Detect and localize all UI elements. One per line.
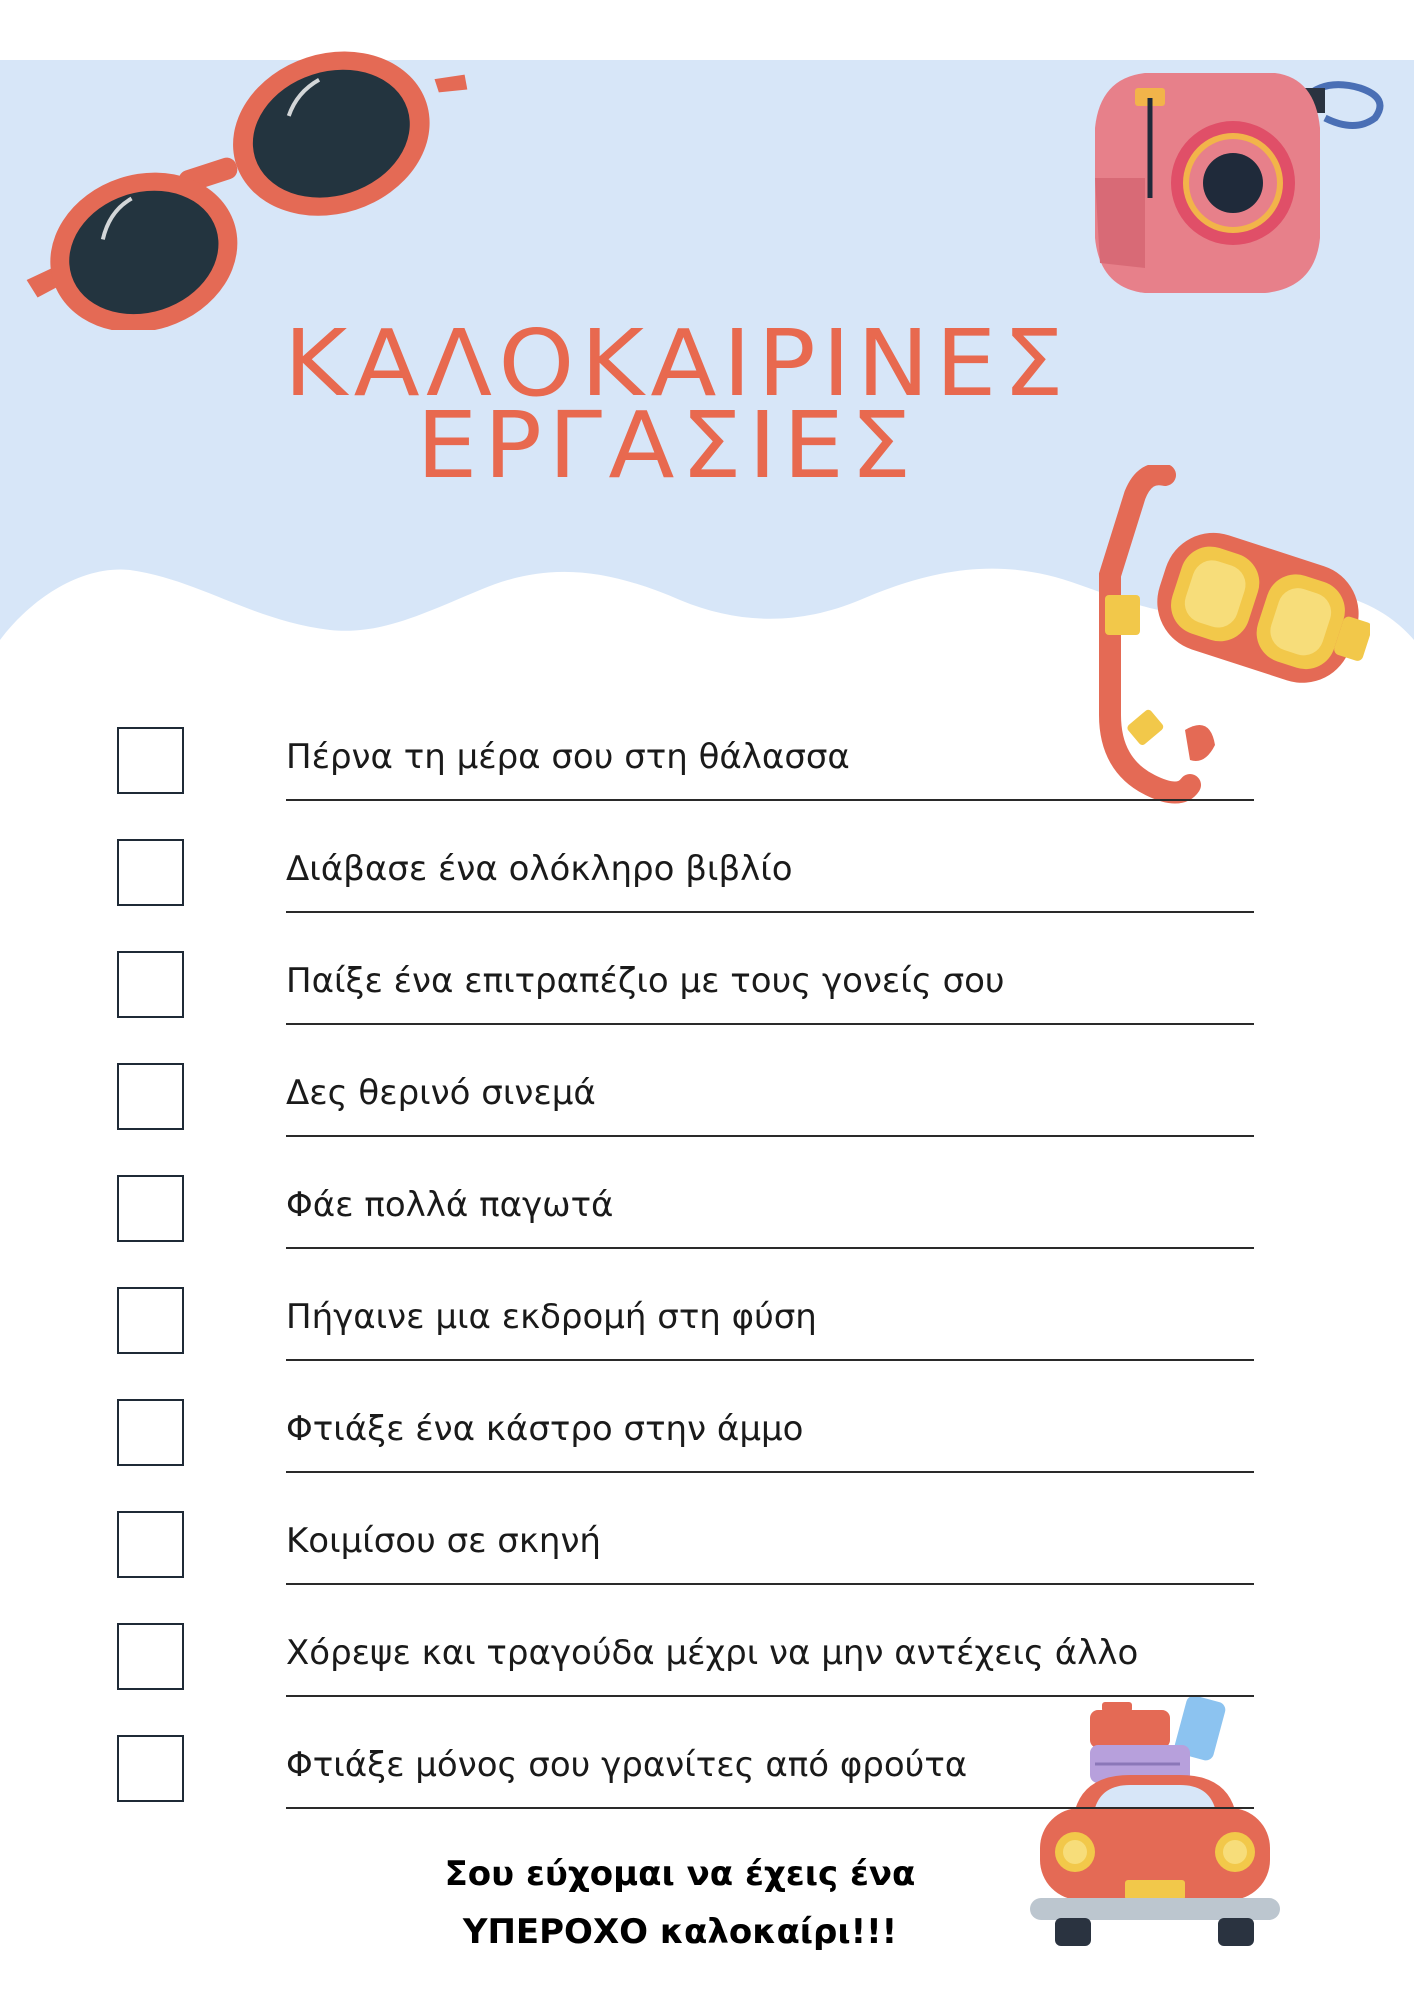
list-item: [0, 1399, 1414, 1511]
task-checkbox[interactable]: [117, 1399, 184, 1466]
task-underline: [286, 1583, 1254, 1585]
list-item: [0, 1623, 1414, 1735]
task-label: Χόρεψε και τραγούδα μέχρι να μην αντέχεις άλλο: [286, 1633, 1139, 1673]
page-title-line-1: ΚΑΛΟΚΑΙΡΙΝΕΣ: [283, 310, 1071, 417]
task-label: Διάβασε ένα ολόκληρο βιβλίο: [286, 849, 793, 889]
page-title-line-2: ΕΡΓΑΣΙΕΣ: [416, 392, 918, 499]
list-item: [0, 839, 1414, 951]
task-checkbox[interactable]: [117, 727, 184, 794]
camera-icon: [1075, 58, 1395, 308]
task-label: Κοιμίσου σε σκηνή: [286, 1521, 601, 1561]
list-item: [0, 1511, 1414, 1623]
task-checkbox[interactable]: [117, 1511, 184, 1578]
footer-line-2: ΥΠΕΡΟΧΟ καλοκαίρι!!!: [462, 1912, 898, 1952]
task-checkbox[interactable]: [117, 1735, 184, 1802]
task-checkbox[interactable]: [117, 951, 184, 1018]
task-checkbox[interactable]: [117, 1175, 184, 1242]
sunglasses-icon: [20, 50, 490, 330]
task-underline: [286, 1807, 1254, 1809]
task-checkbox[interactable]: [117, 839, 184, 906]
task-checkbox[interactable]: [117, 1063, 184, 1130]
list-item: [0, 1063, 1414, 1175]
task-label: Φτιάξε μόνος σου γρανίτες από φρούτα: [286, 1745, 968, 1785]
task-label: Φτιάξε ένα κάστρο στην άμμο: [286, 1409, 804, 1449]
task-checkbox[interactable]: [117, 1287, 184, 1354]
task-underline: [286, 1135, 1254, 1137]
list-item: [0, 727, 1414, 839]
footer-message: [380, 1845, 980, 1961]
task-underline: [286, 911, 1254, 913]
task-underline: [286, 1695, 1254, 1697]
footer-line-1: Σου εύχομαι να έχεις ένα: [444, 1854, 916, 1894]
task-underline: [286, 1023, 1254, 1025]
list-item: [0, 951, 1414, 1063]
list-item: [0, 1735, 1414, 1847]
task-label: Πήγαινε μια εκδρομή στη φύση: [286, 1297, 817, 1337]
task-label: Φάε πολλά παγωτά: [286, 1185, 614, 1225]
task-underline: [286, 1359, 1254, 1361]
list-item: [0, 1175, 1414, 1287]
task-label: Δες θερινό σινεμά: [286, 1073, 596, 1113]
task-underline: [286, 1247, 1254, 1249]
task-label: Πέρνα τη μέρα σου στη θάλασσα: [286, 737, 850, 777]
list-item: [0, 1287, 1414, 1399]
task-label: Παίξε ένα επιτραπέζιο με τους γονείς σου: [286, 961, 1005, 1001]
task-checkbox[interactable]: [117, 1623, 184, 1690]
task-underline: [286, 799, 1254, 801]
task-underline: [286, 1471, 1254, 1473]
